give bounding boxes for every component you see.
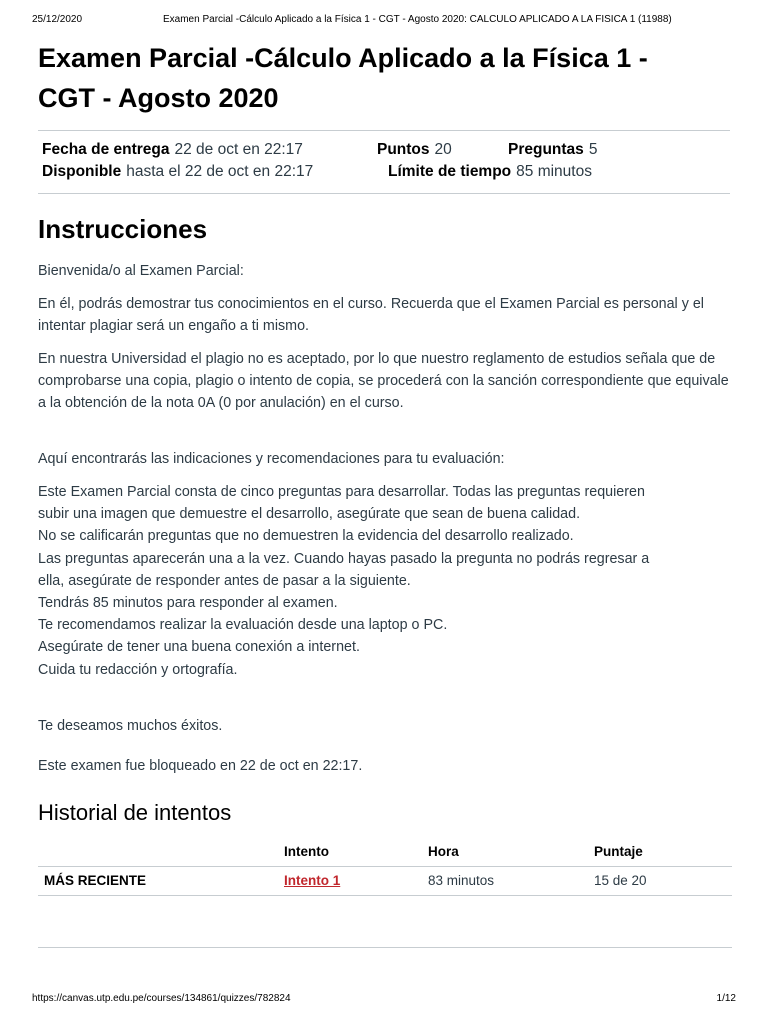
plagiarism-paragraph: En nuestra Universidad el plagio no es aceptado, por lo que nuestro reglamento de estudios señala que de comprobarse una copia, plagio o intento de copia, se procederá con la sanción correspondiente que equivale a la obtención de la nota 0A (0 por anulación) en el curso. [38, 351, 729, 411]
time-limit-label: Límite de tiempo [388, 163, 512, 180]
indication-line: Las preguntas aparecerán una a la vez. Cuando hayas pasado la pregunta no podrás regresar a [38, 550, 650, 567]
print-footer [32, 993, 736, 1004]
attempt-history-heading: Historial de intentos [38, 799, 232, 825]
print-page-number: 1/12 [716, 993, 736, 1004]
page-title-line-2: CGT - Agosto 2020 [38, 83, 279, 113]
welcome-text: Bienvenida/o al Examen Parcial: [38, 263, 244, 279]
points-value: 20 [434, 141, 452, 158]
indication-line: Te recomendamos realizar la evaluación desde una laptop o PC. [38, 617, 448, 634]
instructions-paragraph: En él, podrás demostrar tus conocimientos en el curso. Recuerda que el Examen Parcial es personal y el intentar plagiar será un engaño a ti mismo. [38, 296, 704, 334]
points-label: Puntos [377, 141, 430, 158]
print-url: https://canvas.utp.edu.pe/courses/134861/quizzes/782824 [32, 993, 291, 1004]
page-title-line-1: Examen Parcial -Cálculo Aplicado a la Física 1 - [38, 43, 648, 73]
column-header-score: Puntaje [594, 844, 643, 860]
points [377, 139, 452, 161]
questions-label: Preguntas [508, 141, 584, 158]
attempt-history-table [38, 837, 732, 896]
time-limit [388, 161, 592, 183]
instructions-heading: Instrucciones [38, 214, 208, 244]
details-row-1 [42, 139, 730, 161]
indication-line: Este Examen Parcial consta de cinco preguntas para desarrollar. Todas las preguntas requieren [38, 484, 645, 500]
print-date: 25/12/2020 [32, 14, 83, 25]
available-value: hasta el 22 de oct en 22:17 [126, 163, 314, 180]
due-label: Fecha de entrega [42, 141, 170, 158]
column-header [38, 837, 284, 867]
column-header-attempt: Intento [284, 844, 329, 860]
indications-list [38, 481, 730, 681]
available-label: Disponible [42, 163, 122, 180]
page-title [38, 38, 730, 118]
availability [42, 161, 313, 183]
column-header-time: Hora [428, 844, 459, 860]
indication-line: Asegúrate de tener una buena conexión a internet. [38, 639, 360, 656]
table-row [38, 866, 732, 895]
indication-line: No se calificarán preguntas que no demuestren la evidencia del desarrollo realizado. [38, 528, 574, 545]
quiz-details [38, 131, 730, 193]
locked-notice: Este examen fue bloqueado en 22 de oct en 22:17. [38, 757, 363, 774]
print-header [32, 14, 736, 25]
questions [508, 139, 597, 161]
questions-value: 5 [588, 141, 598, 158]
divider [38, 947, 732, 948]
divider [38, 193, 730, 194]
due-value: 22 de oct en 22:17 [174, 141, 303, 158]
indication-line: ella, asegúrate de responder antes de pasar a la siguiente. [38, 572, 411, 589]
indication-line: Tendrás 85 minutos para responder al examen. [38, 595, 338, 612]
instructions-body [38, 260, 730, 777]
indication-line: Cuida tu redacción y ortografía. [38, 661, 238, 678]
wishes-text: Te deseamos muchos éxitos. [38, 717, 223, 734]
details-row-2 [42, 161, 730, 183]
due-date [42, 139, 303, 161]
time-limit-value: 85 minutos [516, 163, 592, 180]
score-cell: 15 de 20 [594, 866, 732, 895]
quiz-content [38, 38, 730, 896]
attempt-link[interactable]: Intento 1 [284, 873, 341, 889]
print-title: Examen Parcial -Cálculo Aplicado a la Física 1 - CGT - Agosto 2020: CALCULO APLICADO A LA FISICA 1 (11988) [163, 14, 672, 25]
latest-label: MÁS RECIENTE [38, 866, 284, 895]
indications-intro: Aquí encontrarás las indicaciones y recomendaciones para tu evaluación: [38, 451, 505, 467]
attempt-cell [284, 866, 428, 895]
indication-line: subir una imagen que demuestre el desarrollo, asegúrate que sean de buena calidad. [38, 506, 581, 523]
time-cell: 83 minutos [428, 866, 594, 895]
table-header-row [38, 837, 732, 867]
